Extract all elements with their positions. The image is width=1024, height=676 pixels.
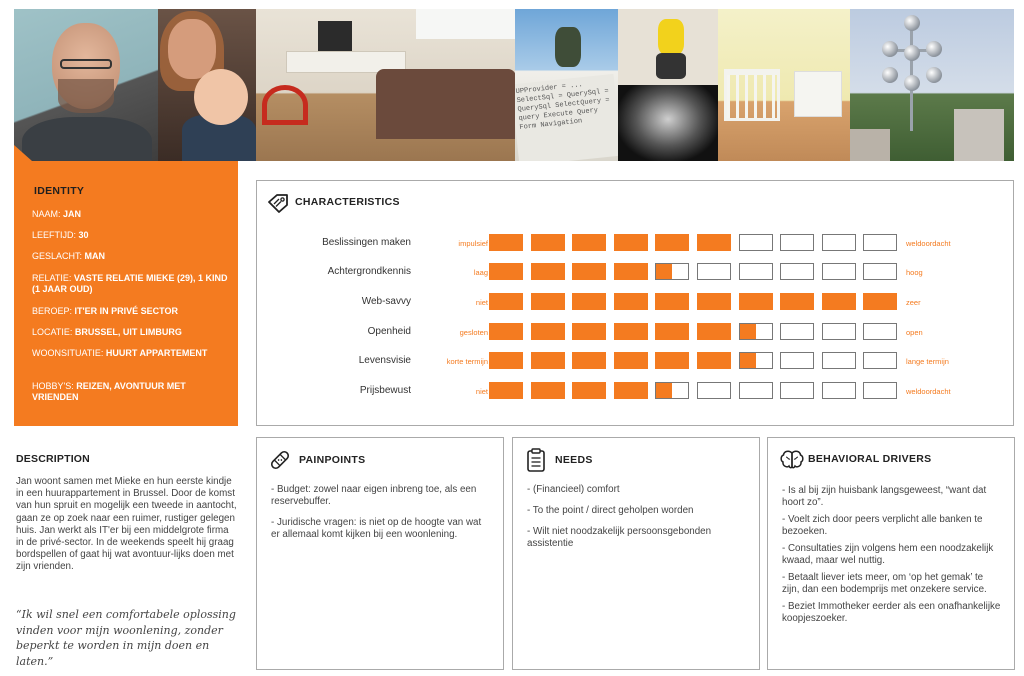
identity-row-housing: WOONSITUATIE: HUURT APPARTEMENT [32,348,208,358]
nursery-photo [718,9,850,161]
rating-fill [864,294,896,309]
rating-box [572,263,606,280]
rating-fill [781,294,813,309]
rating-box [655,293,689,310]
rating-fill [615,324,647,339]
needs-title: NEEDS [555,454,593,466]
rating-fill [656,353,688,368]
rating-box [780,293,814,310]
rating-box [863,352,897,369]
rating-fill [656,383,672,398]
characteristic-high-label: weldoordacht [906,239,951,248]
rating-box [822,323,856,340]
characteristic-label: Levensvisie [358,355,411,366]
identity-row-gender: GESLACHT: MAN [32,251,106,261]
photo-strip [14,9,1014,161]
rating-box [572,234,606,251]
characteristic-high-label: hoog [906,268,923,277]
rating-box [655,352,689,369]
characteristics-card [256,180,1014,426]
rating-box [739,352,773,369]
painpoints-card [256,437,504,670]
rating-box [863,293,897,310]
characteristic-label: Openheid [367,326,411,337]
rating-fill [656,324,688,339]
rating-fill [698,353,730,368]
characteristic-label: Prijsbewust [359,385,411,396]
rating-box [614,293,648,310]
characteristic-row [257,263,1013,283]
rating-box [614,234,648,251]
rating-box [655,234,689,251]
characteristic-row [257,234,1013,254]
rating-box [822,263,856,280]
rating-box [739,382,773,399]
rating-fill [532,324,564,339]
list-item: - Consultaties zijn volgens hem een noodzakelijk kwaad, maar wel nuttig. [782,543,994,566]
rating-fill [615,294,647,309]
characteristic-low-label: impulsief [458,239,488,248]
rating-box [697,352,731,369]
rating-box [863,382,897,399]
rating-fill [698,235,730,250]
rating-box [531,352,565,369]
list-item: - Juridische vragen: is niet op de hoogte van wat er allemaal komt kijken bij een woonlening. [271,517,482,540]
rating-box [531,263,565,280]
characteristic-row [257,382,1013,402]
characteristic-row [257,323,1013,343]
rating-fill [490,383,522,398]
characteristic-low-label: niet [475,298,488,307]
climbing-ultrasound-photo [618,9,718,161]
identity-row-relation: RELATIE: VASTE RELATIE MIEKE (29), 1 KIND (1 JAAR OUD) [32,273,228,294]
rating-fill [615,264,647,279]
rating-box [863,263,897,280]
rating-box [489,263,523,280]
rating-box [531,293,565,310]
rating-box [822,293,856,310]
rating-fill [573,264,605,279]
list-item: - Budget: zowel naar eigen inbreng toe, als een reservebuffer. [271,484,477,507]
rating-fill [490,235,522,250]
list-item: - (Financieel) comfort [527,484,620,495]
rating-fill [740,324,756,339]
characteristic-low-label: korte termijn [446,357,488,366]
identity-row-age: LEEFTIJD: 30 [32,230,89,240]
characteristic-low-label: laag [473,268,488,277]
rating-box [531,382,565,399]
needs-card [512,437,760,670]
rating-box [822,382,856,399]
rating-box [489,352,523,369]
rating-fill [490,353,522,368]
rating-fill [698,324,730,339]
rating-box [780,382,814,399]
rating-fill [490,264,522,279]
rating-box [572,352,606,369]
rating-box [614,323,648,340]
rating-fill [615,383,647,398]
identity-row-hobbies: HOBBY'S: REIZEN, AVONTUUR MET VRIENDEN [32,381,186,402]
characteristic-low-label: niet [475,387,488,396]
rating-box [739,263,773,280]
rating-fill [823,294,855,309]
rating-box [489,323,523,340]
rating-box [780,323,814,340]
characteristic-label: Beslissingen maken [322,237,411,248]
rating-box [697,263,731,280]
rating-box [614,352,648,369]
rating-box [614,263,648,280]
characteristic-high-label: weldoordacht [906,387,951,396]
painpoints-list [271,484,491,550]
rating-box [614,382,648,399]
rating-fill [573,235,605,250]
rating-box [531,323,565,340]
characteristic-high-label: open [906,328,923,337]
clipboard-icon [527,448,545,472]
rating-fill [490,294,522,309]
rating-fill [532,353,564,368]
characteristic-label: Web-savvy [361,296,411,307]
characteristic-high-label: zeer [906,298,921,307]
behavioral-drivers-card [767,437,1015,670]
rating-box [822,352,856,369]
rating-box [822,234,856,251]
rating-fill [615,235,647,250]
brain-icon [780,450,804,470]
characteristic-low-label: gesloten [459,328,488,337]
rating-box [697,293,731,310]
characteristic-row [257,293,1013,313]
rating-box [572,382,606,399]
characteristic-high-label: lange termijn [906,357,949,366]
rating-fill [740,353,756,368]
rating-box [572,323,606,340]
family-photo [158,9,256,161]
rating-fill [740,294,772,309]
identity-title: IDENTITY [34,185,85,197]
rating-box [697,323,731,340]
rating-box [655,263,689,280]
description-title: DESCRIPTION [16,453,90,465]
rating-fill [490,324,522,339]
rating-fill [698,294,730,309]
rating-box [780,352,814,369]
rating-box [489,293,523,310]
rating-fill [656,235,688,250]
rating-box [863,323,897,340]
identity-row-job: BEROEP: IT'ER IN PRIVÉ SECTOR [32,306,179,316]
rating-fill [615,353,647,368]
rating-box [697,234,731,251]
list-item: - Is al bij zijn huisbank langsgeweest, “want dat hoort zo”. [782,485,987,508]
rating-fill [532,264,564,279]
list-item: - Beziet Immotheker eerder als een onafhankelijke koopjeszoeker. [782,601,1001,624]
identity-row-name: NAAM: JAN [32,209,82,219]
behavioral-drivers-title: BEHAVIORAL DRIVERS [808,453,932,465]
rating-box [739,323,773,340]
list-item: - Voelt zich door peers verplicht alle banken te bezoeken. [782,514,983,537]
rating-fill [573,383,605,398]
rating-box [655,382,689,399]
rating-box [489,382,523,399]
rating-box [489,234,523,251]
rating-fill [532,235,564,250]
rating-box [697,382,731,399]
identity-panel [14,161,238,426]
persona-quote: “Ik wil snel een comfortabele oplossing vinden voor mijn woonlening, zonder beperkt te worden in mijn doen en laten.” [16,608,236,668]
rating-fill [532,383,564,398]
persona-portrait-photo [14,9,158,161]
rating-box [572,293,606,310]
bandage-icon [269,449,291,471]
rating-box [739,234,773,251]
rating-fill [656,264,672,279]
characteristic-row [257,352,1013,372]
rating-box [531,234,565,251]
list-item: - Wilt niet noodzakelijk persoonsgebonden assistentie [527,526,712,549]
rating-fill [573,353,605,368]
characteristics-title: CHARACTERISTICS [295,196,400,208]
list-item: - To the point / direct geholpen worden [527,505,694,516]
needs-list [527,484,747,559]
list-item: - Betaalt liever iets meer, om ‘op het gemak’ te zijn, dan een bodemprijs met onzekere service. [782,572,987,595]
rating-fill [532,294,564,309]
rating-box [780,263,814,280]
atomium-photo [850,9,1014,161]
description-text: Jan woont samen met Mieke en hun eerste kindje in een huurappartement in Brussel. Door de komst van hun spruit en mogelijk een tweede in aantocht, gaan ze op zoek naar een ruimer, rustiger gelegen huis. Jan werkt als IT'er bij een middelgrote firma in de privé-sector. In de weekends speelt hij graag bordspellen of gaat hij wat avontuur-lijks doen met zijn vrienden. [16,476,237,573]
rating-box [655,323,689,340]
behavioral-drivers-list [782,485,1002,630]
rating-box [780,234,814,251]
rating-fill [573,324,605,339]
rating-box [863,234,897,251]
living-room-photo [256,9,515,161]
rating-fill [656,294,688,309]
painpoints-title: PAINPOINTS [299,454,366,466]
characteristic-label: Achtergrondkennis [327,266,411,277]
rating-box [739,293,773,310]
rating-fill [573,294,605,309]
identity-row-location: LOCATIE: BRUSSEL, UIT LIMBURG [32,327,182,337]
code-snippet: UPProvider = ... SelectSql = QuerySql = QuerySql SelectQuery = query Execute Query Form Navigation [515,74,618,161]
backpack-code-photo [515,9,618,161]
tag-icon [267,193,289,213]
